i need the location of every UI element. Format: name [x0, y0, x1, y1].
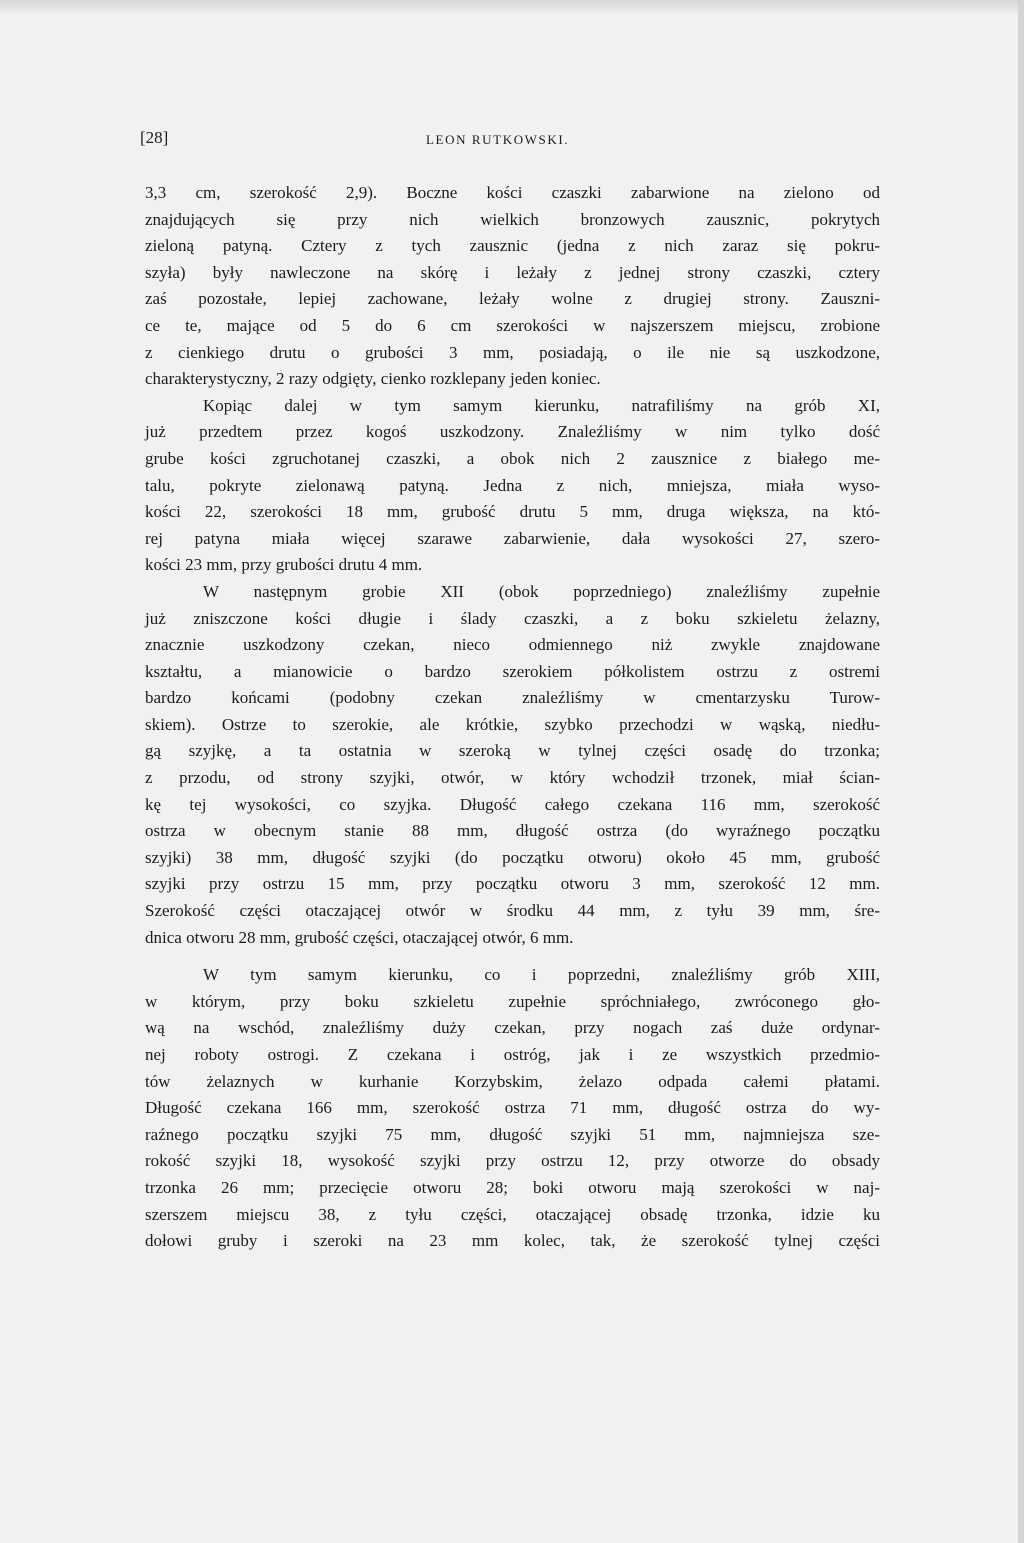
- running-head: LEON RUTKOWSKI.: [426, 132, 570, 147]
- text-line: ostrza w obecnym stanie 88 mm, długość ostrza (do wyraźnego początku: [145, 821, 880, 841]
- text-line: dołowi gruby i szeroki na 23 mm kolec, tak, że szerokość tylnej części: [145, 1231, 880, 1251]
- text-line: trzonka 26 mm; przecięcie otworu 28; boki otworu mają szerokości w naj-: [145, 1177, 880, 1197]
- body-text: [145, 180, 880, 1255]
- text-line: kości 23 mm, przy grubości drutu 4 mm.: [145, 555, 423, 575]
- text-line: szerszem miejscu 38, z tyłu części, otaczającej obsadę trzonka, idzie ku: [145, 1204, 880, 1224]
- paragraph-4: [145, 962, 880, 1255]
- text-line: znajdujących się przy nich wielkich bronzowych zausznic, pokrytych: [145, 209, 880, 229]
- scan-edge-right: [1018, 0, 1024, 1543]
- text-line: z przodu, od strony szyjki, otwór, w który wchodził trzonek, miał ścian-: [145, 768, 880, 788]
- text-line: Szerokość części otaczającej otwór w środku 44 mm, z tyłu 39 mm, śre-: [145, 901, 880, 921]
- text-line: 3,3 cm, szerokość 2,9). Boczne kości czaszki zabarwione na zielono od: [145, 183, 880, 202]
- paragraph-spacer: [145, 951, 880, 962]
- page-number: [28]: [140, 128, 169, 147]
- text-line: charakterystyczny, 2 razy odgięty, cienko rozklepany jeden koniec.: [145, 369, 601, 389]
- text-line: kości 22, szerokości 18 mm, grubość drutu 5 mm, druga większa, na któ-: [145, 502, 880, 522]
- text-line: rej patyna miała więcej szarawe zabarwienie, dała wysokości 27, szero-: [145, 528, 880, 548]
- paragraph-3: [145, 579, 880, 951]
- text-line: nej roboty ostrogi. Z czekana i ostróg, jak i ze wszystkich przedmio-: [145, 1045, 880, 1064]
- text-line: zaś pozostałe, lepiej zachowane, leżały wolne z drugiej strony. Zauszni-: [145, 289, 880, 309]
- text-line: w którym, przy boku szkieletu zupełnie spróchniałego, zwróconego gło-: [145, 991, 880, 1011]
- text-line: kę tej wysokości, co szyjka. Długość całego czekana 116 mm, szerokość: [145, 794, 880, 814]
- text-line: szyła) były nawleczone na skórę i leżały z jednej strony czaszki, cztery: [145, 262, 880, 282]
- text-line: bardzo końcami (podobny czekan znaleźliśmy w cmentarzysku Turow-: [145, 688, 880, 708]
- text-line: rokość szyjki 18, wysokość szyjki przy ostrzu 12, przy otworze do obsady: [145, 1151, 880, 1171]
- text-line: wą na wschód, znaleźliśmy duży czekan, przy nogach zaś duże ordynar-: [145, 1018, 880, 1038]
- text-line: szyjki) 38 mm, długość szyjki (do początku otworu) około 45 mm, grubość: [145, 847, 880, 867]
- text-line: ce te, mające od 5 do 6 cm szerokości w najszerszem miejscu, zrobione: [145, 315, 880, 335]
- paragraph-2: [145, 393, 880, 579]
- page-header: [140, 128, 880, 158]
- text-line: już przedtem przez kogoś uszkodzony. Znaleźliśmy w nim tylko dość: [145, 422, 880, 442]
- book-page: [140, 128, 880, 1255]
- text-line: już zniszczone kości długie i ślady czaszki, a z boku szkieletu żelazny,: [145, 608, 880, 628]
- text-line: Kopiąc dalej w tym samym kierunku, natrafiliśmy na grób XI,: [203, 395, 880, 415]
- scan-edge-top: [0, 0, 1024, 14]
- text-line: zieloną patyną. Cztery z tych zausznic (jedna z nich zaraz się pokru-: [145, 236, 880, 256]
- text-line: dnica otworu 28 mm, grubość części, otaczającej otwór, 6 mm.: [145, 927, 574, 947]
- text-line: szyjki przy ostrzu 15 mm, przy początku otworu 3 mm, szerokość 12 mm.: [145, 874, 880, 894]
- text-line: W tym samym kierunku, co i poprzedni, znaleźliśmy grób XIII,: [203, 965, 880, 985]
- text-line: z cienkiego drutu o grubości 3 mm, posiadają, o ile nie są uszkodzone,: [145, 342, 880, 362]
- text-line: talu, pokryte zielonawą patyną. Jedna z nich, mniejsza, miała wyso-: [145, 475, 880, 495]
- text-line: tów żelaznych w kurhanie Korzybskim, żelazo odpada całemi płatami.: [145, 1071, 880, 1091]
- text-line: grube kości zgruchotanej czaszki, a obok nich 2 zausznice z białego me-: [145, 448, 880, 468]
- text-line: kształtu, a mianowicie o bardzo szerokiem półkolistem ostrzu z ostremi: [145, 661, 880, 681]
- text-line: raźnego początku szyjki 75 mm, długość szyjki 51 mm, najmniejsza sze-: [145, 1124, 880, 1144]
- paragraph-1: [145, 180, 880, 393]
- text-line: Długość czekana 166 mm, szerokość ostrza 71 mm, długość ostrza do wy-: [145, 1098, 880, 1118]
- text-line: znacznie uszkodzony czekan, nieco odmiennego niż zwykle znajdowane: [145, 635, 880, 655]
- text-line: W następnym grobie XII (obok poprzedniego) znaleźliśmy zupełnie: [203, 581, 880, 601]
- text-line: skiem). Ostrze to szerokie, ale krótkie, szybko przechodzi w wąską, niedłu-: [145, 714, 880, 734]
- text-line: gą szyjkę, a ta ostatnia w szeroką w tylnej części osadę do trzonka;: [145, 741, 880, 761]
